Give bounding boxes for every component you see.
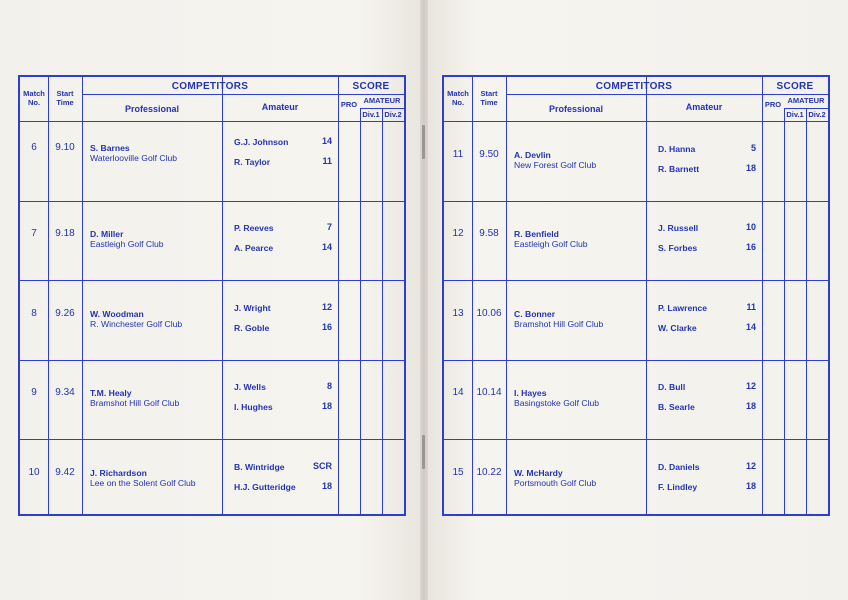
book-gutter bbox=[420, 0, 428, 600]
professional-name: S. Barnes bbox=[90, 142, 130, 153]
match-number: 15 bbox=[452, 466, 464, 478]
header-rule bbox=[20, 121, 404, 122]
match-no-header bbox=[20, 89, 48, 107]
start-time-header-line2: Time bbox=[480, 98, 498, 107]
column-rule bbox=[506, 77, 507, 514]
professional-club: Basingstoke Golf Club bbox=[514, 398, 600, 409]
amateur-handicap: 18 bbox=[745, 401, 756, 412]
start-time: 9.42 bbox=[55, 466, 75, 478]
match-number: 13 bbox=[452, 307, 464, 319]
professional-club: Eastleigh Golf Club bbox=[514, 239, 588, 250]
header-rule bbox=[784, 108, 828, 109]
professional-name: D. Miller bbox=[90, 229, 124, 240]
amateur-name: H.J. Gutteridge bbox=[234, 481, 296, 492]
match-number: 10 bbox=[28, 466, 40, 478]
amateur-name: P. Reeves bbox=[234, 223, 274, 234]
amateur-handicap: 12 bbox=[745, 460, 756, 471]
professional-name: C. Bonner bbox=[514, 308, 556, 319]
amateur-name: B. Wintridge bbox=[234, 461, 285, 472]
header-rule bbox=[360, 108, 404, 109]
amateur-score-header: AMATEUR bbox=[363, 96, 401, 105]
pro-score-header: PRO bbox=[764, 100, 782, 109]
pro-score-header: PRO bbox=[340, 100, 358, 109]
start-time-header-line2: Time bbox=[56, 98, 74, 107]
amateur-name: A. Pearce bbox=[234, 243, 274, 254]
start-time-header bbox=[48, 89, 82, 107]
amateur-handicap: 18 bbox=[321, 401, 332, 412]
amateur-handicap: 7 bbox=[326, 222, 332, 233]
div1-header: Div.1 bbox=[786, 110, 804, 119]
div2-header: Div.2 bbox=[384, 110, 402, 119]
start-time-header-line1: Start bbox=[56, 89, 74, 98]
row-rule bbox=[20, 280, 404, 281]
professional-club: New Forest Golf Club bbox=[514, 159, 597, 170]
match-no-header-line1: Match bbox=[447, 89, 469, 98]
amateur-name: R. Goble bbox=[234, 322, 270, 333]
amateur-handicap: 12 bbox=[321, 301, 332, 312]
score-header: SCORE bbox=[776, 81, 814, 92]
professional-name: A. Devlin bbox=[514, 149, 551, 160]
match-number: 9 bbox=[31, 387, 37, 399]
row-rule bbox=[444, 360, 828, 361]
amateur-handicap: 16 bbox=[745, 242, 756, 253]
start-time: 9.34 bbox=[55, 387, 75, 399]
professional-club: Bramshot Hill Golf Club bbox=[90, 398, 180, 409]
match-number: 7 bbox=[31, 228, 37, 240]
professional-name: W. McHardy bbox=[514, 467, 563, 478]
binding-staple bbox=[422, 435, 425, 469]
div1-header: Div.1 bbox=[362, 110, 380, 119]
amateur-name: W. Clarke bbox=[658, 322, 697, 333]
row-rule bbox=[20, 201, 404, 202]
column-rule bbox=[472, 77, 473, 514]
column-rule bbox=[360, 108, 361, 514]
start-time: 10.06 bbox=[476, 307, 502, 319]
start-time: 9.50 bbox=[479, 148, 499, 160]
match-no-header-line1: Match bbox=[23, 89, 45, 98]
competitors-header: COMPETITORS bbox=[595, 81, 673, 92]
match-no-header-line2: No. bbox=[27, 98, 41, 107]
amateur-handicap: 18 bbox=[321, 480, 332, 491]
start-time: 10.14 bbox=[476, 387, 502, 399]
header-rule bbox=[338, 94, 404, 95]
amateur-handicap: 14 bbox=[745, 321, 756, 332]
professional-header: Professional bbox=[548, 104, 604, 114]
match-no-header-line2: No. bbox=[451, 98, 465, 107]
amateur-name: J. Russell bbox=[658, 223, 699, 234]
amateur-name: I. Hughes bbox=[234, 402, 273, 413]
amateur-handicap: 11 bbox=[322, 155, 332, 166]
amateur-score-header: AMATEUR bbox=[787, 96, 825, 105]
amateur-handicap: SCR bbox=[312, 460, 332, 471]
header-rule bbox=[444, 121, 828, 122]
amateur-name: D. Hanna bbox=[658, 143, 696, 154]
column-rule bbox=[762, 77, 763, 514]
start-time: 9.18 bbox=[55, 228, 75, 240]
professional-club: Portsmouth Golf Club bbox=[514, 477, 597, 488]
amateur-name: D. Bull bbox=[658, 382, 686, 393]
div2-header: Div.2 bbox=[808, 110, 826, 119]
amateur-handicap: 14 bbox=[321, 135, 332, 146]
start-time-header-line1: Start bbox=[480, 89, 498, 98]
competitors-header: COMPETITORS bbox=[171, 81, 249, 92]
column-rule bbox=[806, 108, 807, 514]
amateur-header: Amateur bbox=[685, 102, 723, 112]
professional-name: J. Richardson bbox=[90, 467, 147, 478]
amateur-name: S. Forbes bbox=[658, 243, 698, 254]
amateur-name: D. Daniels bbox=[658, 461, 700, 472]
start-time: 9.10 bbox=[55, 141, 75, 153]
row-rule bbox=[20, 360, 404, 361]
amateur-name: J. Wells bbox=[234, 382, 266, 393]
professional-club: Waterlooville Golf Club bbox=[90, 152, 178, 163]
draw-table-left bbox=[18, 75, 406, 516]
header-rule bbox=[82, 94, 356, 95]
start-time-header bbox=[472, 89, 506, 107]
amateur-handicap: 18 bbox=[745, 162, 756, 173]
start-time: 10.22 bbox=[476, 466, 502, 478]
binding-staple bbox=[422, 125, 425, 159]
professional-club: R. Winchester Golf Club bbox=[90, 318, 183, 329]
professional-name: T.M. Healy bbox=[90, 388, 132, 399]
amateur-handicap: 12 bbox=[745, 381, 756, 392]
amateur-handicap: 8 bbox=[326, 381, 332, 392]
amateur-handicap: 5 bbox=[750, 142, 756, 153]
row-rule bbox=[444, 439, 828, 440]
score-header: SCORE bbox=[352, 81, 390, 92]
start-time: 9.58 bbox=[479, 228, 499, 240]
amateur-handicap: 16 bbox=[321, 321, 332, 332]
row-rule bbox=[444, 280, 828, 281]
match-number: 8 bbox=[31, 307, 37, 319]
header-rule bbox=[762, 94, 828, 95]
amateur-handicap: 11 bbox=[746, 301, 756, 312]
professional-name: R. Benfield bbox=[514, 229, 559, 240]
match-no-header bbox=[444, 89, 472, 107]
column-rule bbox=[646, 77, 647, 514]
header-rule bbox=[506, 94, 780, 95]
amateur-name: R. Barnett bbox=[658, 163, 700, 174]
professional-club: Lee on the Solent Golf Club bbox=[90, 477, 196, 488]
professional-club: Eastleigh Golf Club bbox=[90, 239, 164, 250]
match-number: 14 bbox=[452, 387, 464, 399]
amateur-name: P. Lawrence bbox=[658, 302, 708, 313]
column-rule bbox=[338, 77, 339, 514]
row-rule bbox=[20, 439, 404, 440]
column-rule bbox=[82, 77, 83, 514]
match-number: 6 bbox=[31, 141, 37, 153]
professional-header: Professional bbox=[124, 104, 180, 114]
start-time: 9.26 bbox=[55, 307, 75, 319]
column-rule bbox=[382, 108, 383, 514]
amateur-name: B. Searle bbox=[658, 402, 695, 413]
column-rule bbox=[222, 77, 223, 514]
column-rule bbox=[784, 108, 785, 514]
match-number: 12 bbox=[452, 228, 464, 240]
row-rule bbox=[444, 201, 828, 202]
amateur-handicap: 14 bbox=[321, 242, 332, 253]
professional-name: I. Hayes bbox=[514, 388, 547, 399]
amateur-name: R. Taylor bbox=[234, 156, 271, 167]
professional-name: W. Woodman bbox=[90, 308, 144, 319]
amateur-name: F. Lindley bbox=[658, 481, 698, 492]
amateur-handicap: 10 bbox=[745, 222, 756, 233]
amateur-handicap: 18 bbox=[745, 480, 756, 491]
amateur-name: J. Wright bbox=[234, 302, 271, 313]
professional-club: Bramshot Hill Golf Club bbox=[514, 318, 604, 329]
draw-table-right bbox=[442, 75, 830, 516]
amateur-header: Amateur bbox=[261, 102, 299, 112]
match-number: 11 bbox=[452, 148, 464, 160]
amateur-name: G.J. Johnson bbox=[234, 136, 289, 147]
